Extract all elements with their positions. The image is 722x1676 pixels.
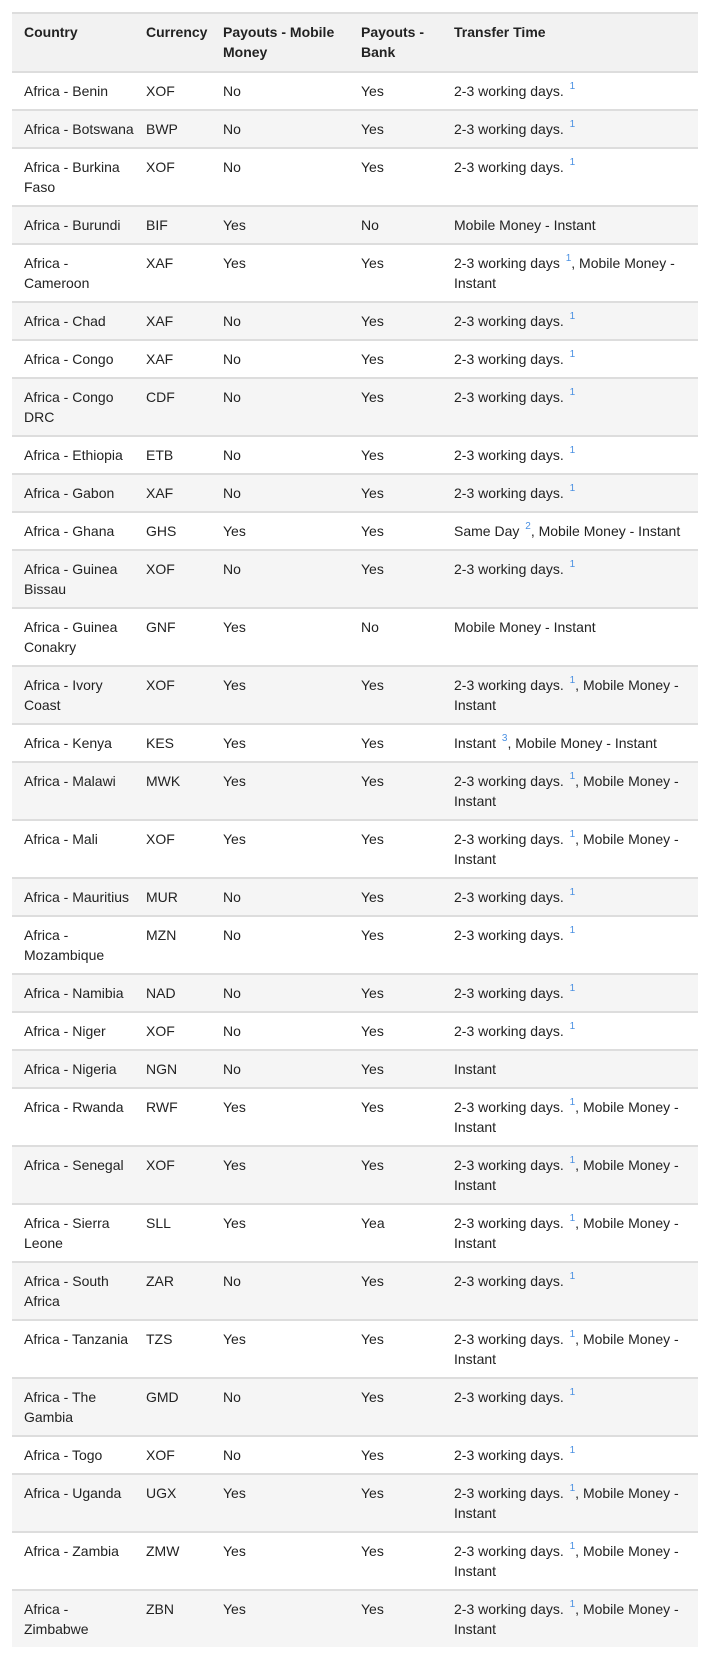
footnote-link[interactable]: 2 — [525, 521, 531, 532]
mobile-money-cell: No — [222, 436, 360, 474]
table-row — [12, 1012, 698, 1050]
mobile-money-cell: Yes — [222, 724, 360, 762]
currency-cell: NAD — [145, 974, 222, 1012]
currency-cell: XAF — [145, 474, 222, 512]
transfer-time-cell — [453, 1590, 698, 1647]
transfer-time-text: , Mobile Money - Instant — [454, 1601, 679, 1637]
transfer-time-text: 2-3 working days. — [454, 1543, 568, 1559]
transfer-time-cell — [453, 1378, 698, 1436]
transfer-time-text: 2-3 working days. — [454, 561, 568, 577]
transfer-time-cell — [453, 378, 698, 436]
transfer-time-text: 2-3 working days. — [454, 485, 568, 501]
footnote-link[interactable]: 1 — [569, 1097, 576, 1108]
transfer-time-text: 2-3 working days. — [454, 1331, 568, 1347]
bank-cell: Yes — [360, 724, 453, 762]
transfer-time-cell — [453, 436, 698, 474]
country-cell: Africa - Burundi — [12, 206, 145, 244]
bank-cell: Yes — [360, 148, 453, 206]
bank-cell: Yes — [360, 1050, 453, 1088]
mobile-money-cell: No — [222, 110, 360, 148]
footnote-link[interactable]: 1 — [569, 1021, 576, 1032]
table-row — [12, 1146, 698, 1204]
currency-cell: ZBN — [145, 1590, 222, 1647]
currency-cell: UGX — [145, 1474, 222, 1532]
transfer-time-text: 2-3 working days. — [454, 1023, 568, 1039]
mobile-money-cell: No — [222, 378, 360, 436]
mobile-money-cell: No — [222, 148, 360, 206]
footnote-link[interactable]: 1 — [569, 81, 576, 92]
transfer-time-text: , Mobile Money - Instant — [454, 1331, 679, 1367]
mobile-money-cell: Yes — [222, 762, 360, 820]
table-row — [12, 1320, 698, 1378]
header-transfer-time: Transfer Time — [454, 24, 546, 40]
transfer-time-text: 2-3 working days. — [454, 1157, 568, 1173]
footnote-link[interactable]: 1 — [569, 445, 576, 456]
currency-cell: RWF — [145, 1088, 222, 1146]
transfer-time-cell — [453, 916, 698, 974]
country-cell: Africa - Nigeria — [12, 1050, 145, 1088]
table-row — [12, 110, 698, 148]
country-cell: Africa - Tanzania — [12, 1320, 145, 1378]
bank-cell: Yes — [360, 1146, 453, 1204]
bank-cell: Yes — [360, 916, 453, 974]
table-row — [12, 378, 698, 436]
country-cell: Africa - Uganda — [12, 1474, 145, 1532]
bank-cell: Yes — [360, 820, 453, 878]
transfer-time-text: Same Day — [454, 523, 524, 539]
country-cell: Africa - Congo — [12, 340, 145, 378]
transfer-time-text: , Mobile Money - Instant — [507, 735, 657, 751]
mobile-money-cell: No — [222, 550, 360, 608]
transfer-time-cell — [453, 550, 698, 608]
currency-cell: MWK — [145, 762, 222, 820]
header-currency: Currency — [146, 24, 208, 40]
country-cell: Africa - Rwanda — [12, 1088, 145, 1146]
footnote-link[interactable]: 1 — [569, 1445, 576, 1456]
transfer-time-text: 2-3 working days. — [454, 889, 568, 905]
currency-cell: MZN — [145, 916, 222, 974]
currency-cell: CDF — [145, 378, 222, 436]
country-cell: Africa - Chad — [12, 302, 145, 340]
currency-cell: XOF — [145, 1436, 222, 1474]
footnote-link[interactable]: 1 — [569, 829, 576, 840]
transfer-time-text: 2-3 working days. — [454, 121, 568, 137]
mobile-money-cell: Yes — [222, 244, 360, 302]
mobile-money-cell: No — [222, 1012, 360, 1050]
header-country: Country — [24, 24, 78, 40]
transfer-time-cell — [453, 608, 698, 666]
mobile-money-cell: Yes — [222, 1088, 360, 1146]
table-row — [12, 512, 698, 550]
bank-cell: Yes — [360, 302, 453, 340]
table-row — [12, 1474, 698, 1532]
bank-cell: Yes — [360, 1012, 453, 1050]
footnote-link[interactable]: 1 — [569, 1271, 576, 1282]
footnote-link[interactable]: 1 — [569, 1541, 576, 1552]
bank-cell: Yes — [360, 666, 453, 724]
footnote-link[interactable]: 1 — [569, 1155, 576, 1166]
table-row — [12, 206, 698, 244]
country-cell: Africa - Kenya — [12, 724, 145, 762]
transfer-time-cell — [453, 1532, 698, 1590]
bank-cell: Yes — [360, 340, 453, 378]
transfer-time-text: Mobile Money - Instant — [454, 619, 596, 635]
transfer-time-text: 2-3 working days. — [454, 1215, 568, 1231]
mobile-money-cell: No — [222, 1436, 360, 1474]
currency-cell: XAF — [145, 302, 222, 340]
transfer-time-cell — [453, 878, 698, 916]
currency-cell: XAF — [145, 244, 222, 302]
currency-cell: BWP — [145, 110, 222, 148]
transfer-time-text: 2-3 working days. — [454, 159, 568, 175]
footnote-link[interactable]: 1 — [569, 771, 576, 782]
transfer-time-cell — [453, 72, 698, 110]
mobile-money-cell: Yes — [222, 1532, 360, 1590]
footnote-link[interactable]: 1 — [569, 1599, 576, 1610]
bank-cell: Yes — [360, 72, 453, 110]
bank-cell: No — [360, 608, 453, 666]
bank-cell: Yes — [360, 378, 453, 436]
transfer-time-cell — [453, 1320, 698, 1378]
mobile-money-cell: No — [222, 72, 360, 110]
currency-cell: XOF — [145, 1012, 222, 1050]
bank-cell: Yes — [360, 1590, 453, 1647]
country-cell: Africa - Ethiopia — [12, 436, 145, 474]
transfer-time-cell — [453, 512, 698, 550]
country-cell: Africa - Niger — [12, 1012, 145, 1050]
table-row — [12, 878, 698, 916]
footnote-link[interactable]: 1 — [569, 559, 576, 570]
mobile-money-cell: Yes — [222, 1146, 360, 1204]
transfer-time-cell — [453, 666, 698, 724]
mobile-money-cell: No — [222, 474, 360, 512]
table-body — [12, 72, 698, 1647]
country-cell: Africa - Guinea Bissau — [12, 550, 145, 608]
country-cell: Africa - Cameroon — [12, 244, 145, 302]
table-row — [12, 340, 698, 378]
transfer-time-cell — [453, 724, 698, 762]
footnote-link[interactable]: 1 — [569, 157, 576, 168]
bank-cell: No — [360, 206, 453, 244]
table-row — [12, 148, 698, 206]
currency-cell: XOF — [145, 820, 222, 878]
footnote-link[interactable]: 1 — [569, 483, 576, 494]
currency-cell: GMD — [145, 1378, 222, 1436]
table-row — [12, 1204, 698, 1262]
footnote-link[interactable]: 1 — [565, 253, 572, 264]
transfer-time-cell — [453, 1474, 698, 1532]
table-row — [12, 1262, 698, 1320]
currency-cell: ZMW — [145, 1532, 222, 1590]
table-row — [12, 916, 698, 974]
footnote-link[interactable]: 1 — [569, 349, 576, 360]
transfer-time-cell — [453, 1146, 698, 1204]
header-row — [12, 13, 698, 72]
transfer-time-text: , Mobile Money - Instant — [454, 1215, 679, 1251]
table-row — [12, 474, 698, 512]
transfer-time-text: 2-3 working days. — [454, 1447, 568, 1463]
transfer-time-text: 2-3 working days. — [454, 773, 568, 789]
payout-table-container — [12, 12, 698, 1647]
footnote-link[interactable]: 1 — [569, 1329, 576, 1340]
transfer-time-text: , Mobile Money - Instant — [454, 1485, 679, 1521]
payout-countries-table — [12, 12, 698, 1647]
currency-cell: XAF — [145, 340, 222, 378]
currency-cell: KES — [145, 724, 222, 762]
transfer-time-text: , Mobile Money - Instant — [454, 1157, 679, 1193]
mobile-money-cell: Yes — [222, 1204, 360, 1262]
bank-cell: Yes — [360, 512, 453, 550]
bank-cell: Yes — [360, 1088, 453, 1146]
transfer-time-text: 2-3 working days. — [454, 83, 568, 99]
country-cell: Africa - The Gambia — [12, 1378, 145, 1436]
bank-cell: Yea — [360, 1204, 453, 1262]
table-row — [12, 1532, 698, 1590]
transfer-time-cell — [453, 1262, 698, 1320]
transfer-time-text: 2-3 working days. — [454, 1485, 568, 1501]
table-row — [12, 724, 698, 762]
mobile-money-cell: Yes — [222, 666, 360, 724]
transfer-time-text: 2-3 working days. — [454, 389, 568, 405]
transfer-time-cell — [453, 1012, 698, 1050]
header-payouts-bank: Payouts - Bank — [361, 24, 425, 60]
bank-cell: Yes — [360, 878, 453, 916]
transfer-time-text: 2-3 working days. — [454, 1273, 568, 1289]
country-cell: Africa - Mozambique — [12, 916, 145, 974]
mobile-money-cell: No — [222, 1378, 360, 1436]
country-cell: Africa - Zambia — [12, 1532, 145, 1590]
transfer-time-cell — [453, 762, 698, 820]
table-row — [12, 72, 698, 110]
transfer-time-text: 2-3 working days. — [454, 677, 568, 693]
transfer-time-cell — [453, 1204, 698, 1262]
table-row — [12, 974, 698, 1012]
bank-cell: Yes — [360, 1262, 453, 1320]
transfer-time-text: Mobile Money - Instant — [454, 217, 596, 233]
transfer-time-cell — [453, 974, 698, 1012]
footnote-link[interactable]: 1 — [569, 675, 576, 686]
bank-cell: Yes — [360, 1532, 453, 1590]
transfer-time-cell — [453, 474, 698, 512]
country-cell: Africa - Malawi — [12, 762, 145, 820]
footnote-link[interactable]: 1 — [569, 119, 576, 130]
bank-cell: Yes — [360, 762, 453, 820]
country-cell: Africa - Burkina Faso — [12, 148, 145, 206]
country-cell: Africa - Benin — [12, 72, 145, 110]
table-row — [12, 820, 698, 878]
currency-cell: TZS — [145, 1320, 222, 1378]
bank-cell: Yes — [360, 436, 453, 474]
currency-cell: XOF — [145, 72, 222, 110]
currency-cell: MUR — [145, 878, 222, 916]
country-cell: Africa - South Africa — [12, 1262, 145, 1320]
country-cell: Africa - Ghana — [12, 512, 145, 550]
transfer-time-text: 2-3 working days. — [454, 351, 568, 367]
transfer-time-cell — [453, 302, 698, 340]
country-cell: Africa - Togo — [12, 1436, 145, 1474]
transfer-time-text: , Mobile Money - Instant — [454, 255, 675, 291]
transfer-time-text: 2-3 working days. — [454, 1099, 568, 1115]
footnote-link[interactable]: 1 — [569, 1387, 576, 1398]
country-cell: Africa - Namibia — [12, 974, 145, 1012]
transfer-time-text: , Mobile Money - Instant — [454, 831, 679, 867]
footnote-link[interactable]: 1 — [569, 983, 576, 994]
mobile-money-cell: No — [222, 340, 360, 378]
mobile-money-cell: Yes — [222, 512, 360, 550]
country-cell: Africa - Sierra Leone — [12, 1204, 145, 1262]
table-row — [12, 1088, 698, 1146]
bank-cell: Yes — [360, 1436, 453, 1474]
transfer-time-cell — [453, 110, 698, 148]
table-row — [12, 608, 698, 666]
transfer-time-cell — [453, 1050, 698, 1088]
currency-cell: XOF — [145, 1146, 222, 1204]
transfer-time-text: Instant — [454, 1061, 497, 1077]
transfer-time-text: 2-3 working days. — [454, 1601, 568, 1617]
country-cell: Africa - Mali — [12, 820, 145, 878]
country-cell: Africa - Zimbabwe — [12, 1590, 145, 1647]
currency-cell: NGN — [145, 1050, 222, 1088]
mobile-money-cell: Yes — [222, 1474, 360, 1532]
header-payouts-mobile-money: Payouts - Mobile Money — [223, 24, 335, 60]
country-cell: Africa - Botswana — [12, 110, 145, 148]
currency-cell: GNF — [145, 608, 222, 666]
table-row — [12, 1590, 698, 1647]
mobile-money-cell: Yes — [222, 1590, 360, 1647]
table-header — [12, 13, 698, 72]
table-row — [12, 1436, 698, 1474]
transfer-time-text: Instant — [454, 735, 500, 751]
table-row — [12, 302, 698, 340]
table-row — [12, 1050, 698, 1088]
bank-cell: Yes — [360, 1320, 453, 1378]
bank-cell: Yes — [360, 1378, 453, 1436]
currency-cell: ETB — [145, 436, 222, 474]
currency-cell: XOF — [145, 148, 222, 206]
transfer-time-text: 2-3 working days. — [454, 927, 568, 943]
transfer-time-text: 2-3 working days. — [454, 1389, 568, 1405]
table-row — [12, 436, 698, 474]
currency-cell: ZAR — [145, 1262, 222, 1320]
transfer-time-text: 2-3 working days. — [454, 831, 568, 847]
footnote-link[interactable]: 1 — [569, 887, 576, 898]
transfer-time-text: , Mobile Money - Instant — [530, 523, 681, 539]
mobile-money-cell: No — [222, 974, 360, 1012]
transfer-time-cell — [453, 1436, 698, 1474]
country-cell: Africa - Ivory Coast — [12, 666, 145, 724]
mobile-money-cell: No — [222, 302, 360, 340]
country-cell: Africa - Gabon — [12, 474, 145, 512]
table-row — [12, 1378, 698, 1436]
table-row — [12, 244, 698, 302]
footnote-link[interactable]: 1 — [569, 1213, 576, 1224]
currency-cell: XOF — [145, 550, 222, 608]
currency-cell: GHS — [145, 512, 222, 550]
currency-cell: SLL — [145, 1204, 222, 1262]
bank-cell: Yes — [360, 474, 453, 512]
transfer-time-cell — [453, 1088, 698, 1146]
table-row — [12, 762, 698, 820]
transfer-time-text: , Mobile Money - Instant — [454, 1099, 679, 1135]
bank-cell: Yes — [360, 110, 453, 148]
transfer-time-cell — [453, 244, 698, 302]
mobile-money-cell: No — [222, 878, 360, 916]
country-cell: Africa - Mauritius — [12, 878, 145, 916]
transfer-time-text: 2-3 working days. — [454, 313, 568, 329]
currency-cell: BIF — [145, 206, 222, 244]
transfer-time-text: 2-3 working days — [454, 255, 564, 271]
country-cell: Africa - Senegal — [12, 1146, 145, 1204]
mobile-money-cell: Yes — [222, 608, 360, 666]
footnote-link[interactable]: 3 — [501, 733, 508, 744]
transfer-time-cell — [453, 148, 698, 206]
table-row — [12, 550, 698, 608]
mobile-money-cell: No — [222, 1050, 360, 1088]
footnote-link[interactable]: 1 — [569, 1483, 576, 1494]
currency-cell: XOF — [145, 666, 222, 724]
country-cell: Africa - Guinea Conakry — [12, 608, 145, 666]
transfer-time-text: , Mobile Money - Instant — [454, 773, 679, 809]
transfer-time-cell — [453, 206, 698, 244]
mobile-money-cell: Yes — [222, 1320, 360, 1378]
transfer-time-text: 2-3 working days. — [454, 447, 568, 463]
bank-cell: Yes — [360, 550, 453, 608]
transfer-time-text: , Mobile Money - Instant — [454, 677, 679, 713]
footnote-link[interactable]: 1 — [569, 925, 576, 936]
transfer-time-text: , Mobile Money - Instant — [454, 1543, 679, 1579]
transfer-time-text: 2-3 working days. — [454, 985, 568, 1001]
bank-cell: Yes — [360, 1474, 453, 1532]
country-cell: Africa - Congo DRC — [12, 378, 145, 436]
footnote-link[interactable]: 1 — [569, 387, 576, 398]
mobile-money-cell: No — [222, 1262, 360, 1320]
footnote-link[interactable]: 1 — [569, 311, 576, 322]
bank-cell: Yes — [360, 974, 453, 1012]
mobile-money-cell: No — [222, 916, 360, 974]
table-row — [12, 666, 698, 724]
mobile-money-cell: Yes — [222, 206, 360, 244]
transfer-time-cell — [453, 820, 698, 878]
bank-cell: Yes — [360, 244, 453, 302]
transfer-time-cell — [453, 340, 698, 378]
mobile-money-cell: Yes — [222, 820, 360, 878]
